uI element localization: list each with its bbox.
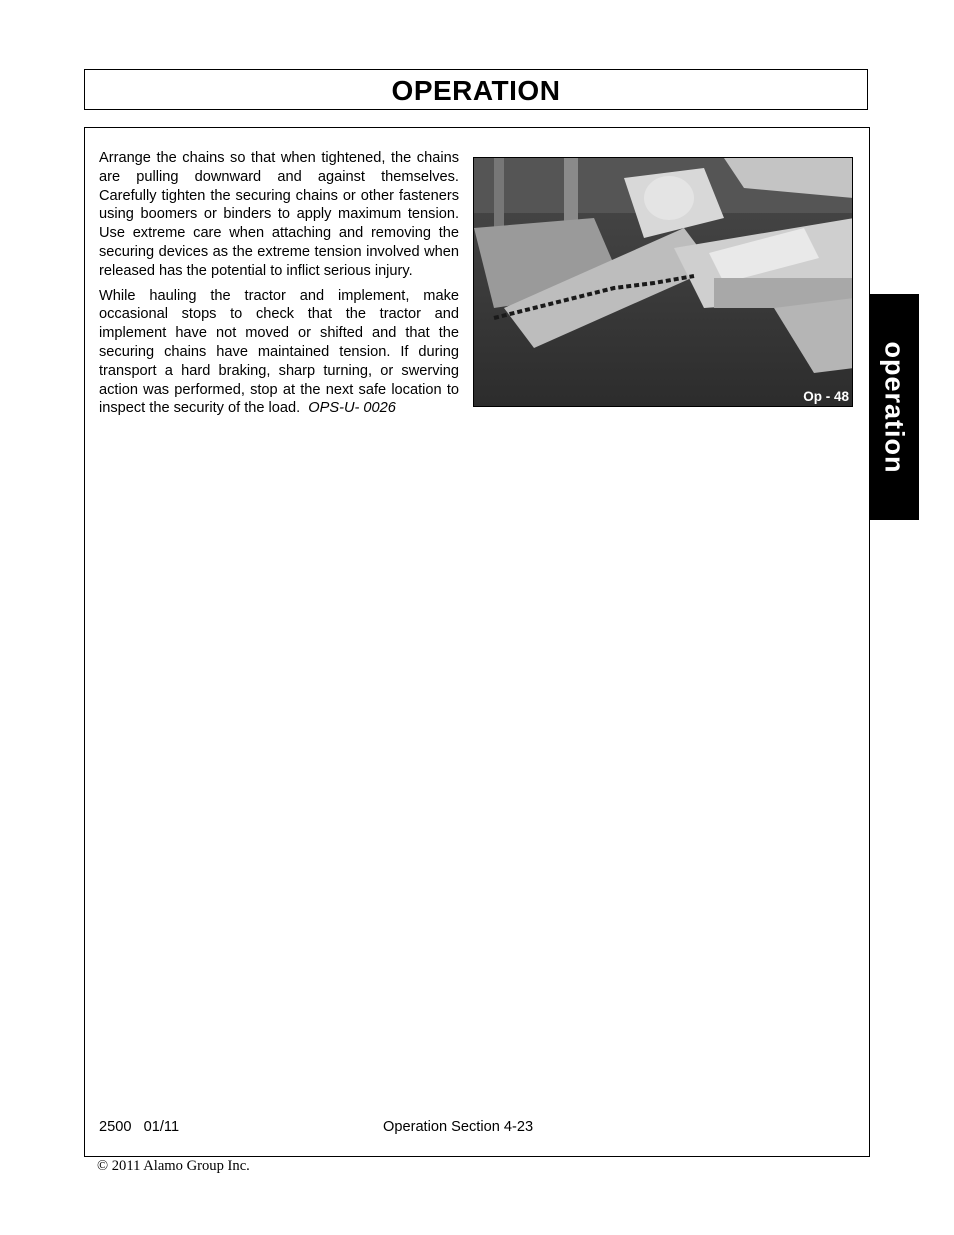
paragraph-chains-text: Arrange the chains so that when tightened, the chains are pulling downward and against themselves. Carefully tighten the securing chains or other fasteners using boomers or binders to apply maximum tension. Use extreme care when attaching and removing the securing devices as the extreme tension involved when released has the potential to inflict serious injury. [99,150,459,279]
body-text [99,149,459,424]
figure-label: Op - 48 [803,389,849,404]
photo-chained-implement [473,157,853,407]
paragraph-chains [99,149,459,281]
section-side-tab [869,294,919,520]
page-title: OPERATION [391,74,561,106]
reference-code: OPS-U- 0026 [308,400,396,417]
footer-model-date: 2500 01/11 [99,1119,180,1135]
photo-illustration [474,158,853,407]
header-box [84,69,868,110]
copyright-notice: © 2011 Alamo Group Inc. [97,1158,250,1174]
paragraph-hauling-text: While hauling the tractor and implement, make occasional stops to check that the tractor and implement have not moved or shifted and that the securing chains have maintained tension. If during transport a hard braking, sharp turning, or swerving action was performed, stop at the next safe location to inspect the security of the load. [99,287,459,417]
footer-section-page: Operation Section 4-23 [383,1119,534,1135]
side-tab-label: operation [879,340,910,474]
paragraph-hauling [99,287,459,419]
